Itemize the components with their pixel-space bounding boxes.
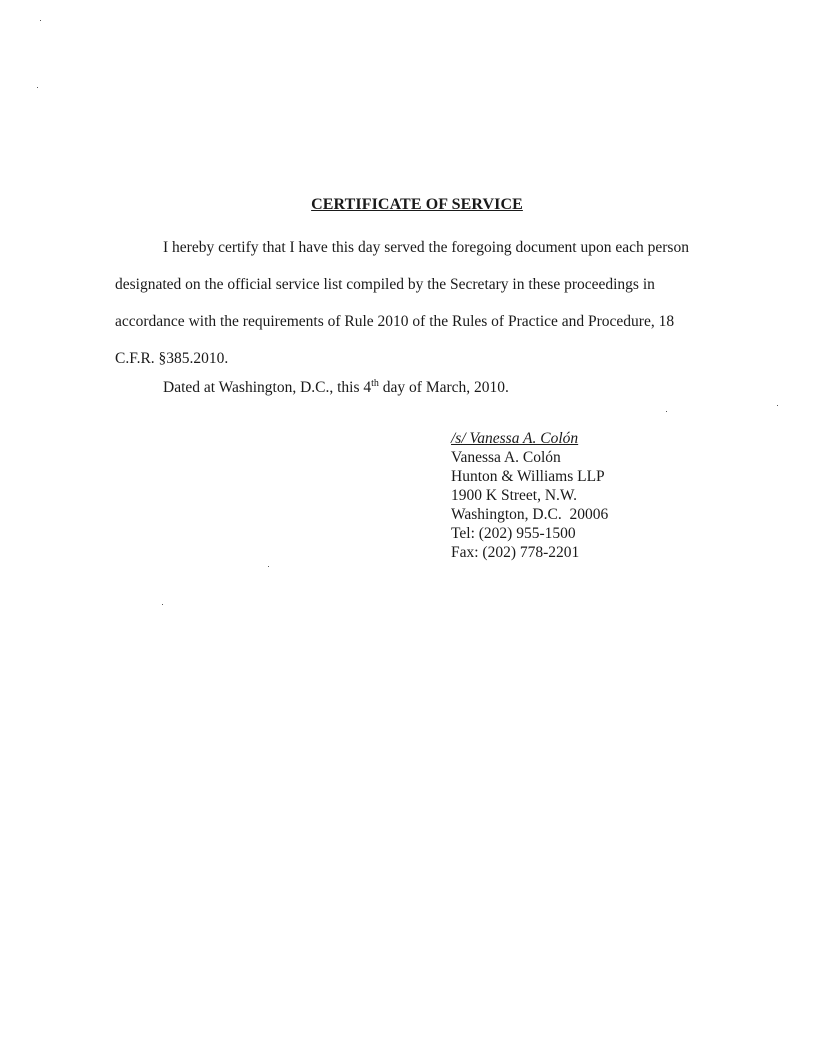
certificate-body xyxy=(115,229,715,377)
dated-suffix: day of March, 2010. xyxy=(378,379,509,396)
signature-line: /s/ Vanessa A. Colón xyxy=(451,430,579,447)
dated-prefix: Dated at Washington, D.C., this 4 xyxy=(163,379,372,396)
scan-speck xyxy=(666,411,667,412)
scan-speck xyxy=(162,604,163,605)
certificate-title: CERTIFICATE OF SERVICE xyxy=(311,196,523,213)
scan-speck xyxy=(37,87,38,88)
scan-speck xyxy=(268,566,269,567)
scan-speck xyxy=(40,20,41,21)
signature-block xyxy=(451,429,608,562)
city-state-zip: Washington, D.C. 20006 xyxy=(451,506,609,523)
scan-speck xyxy=(777,405,778,406)
firm-name: Hunton & Williams LLP xyxy=(451,468,605,485)
dated-ordinal: th xyxy=(371,377,379,389)
dated-line xyxy=(163,378,509,398)
street-address: 1900 K Street, N.W. xyxy=(451,487,577,504)
fax: Fax: (202) 778-2201 xyxy=(451,544,580,561)
certification-paragraph: I hereby certify that I have this day served the foregoing document upon each person designated on the official service list compiled by the Secretary in these proceedings in accordance with the requirements of Rule 2010 of the Rules of Practice and Procedure, 18 C.F.R. §385.2010. xyxy=(115,239,689,367)
electronic-signature xyxy=(451,429,608,448)
signer-name: Vanessa A. Colón xyxy=(451,449,561,466)
telephone: Tel: (202) 955-1500 xyxy=(451,525,576,542)
